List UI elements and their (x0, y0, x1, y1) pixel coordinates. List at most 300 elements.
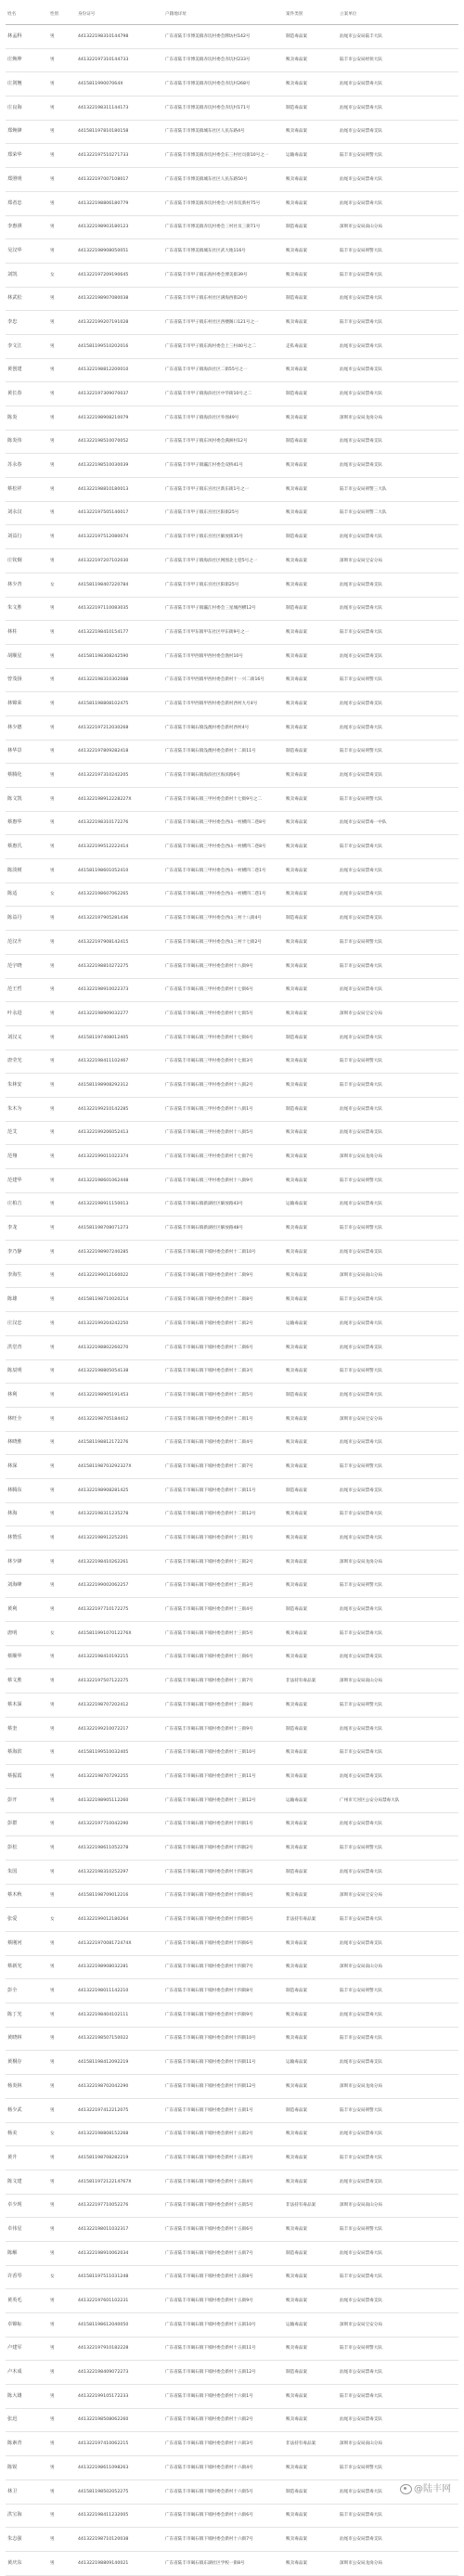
cell-filing-unit: 汕尾市公安局禁毒大队 (338, 1526, 458, 1551)
cell-case-type: 贩卖毒品案 (284, 1622, 338, 1646)
cell-id-number: 441322198011032317 (76, 2218, 163, 2242)
cell-address: 广东省陆丰市碣石镇三甲村委会西山一村横四二巷8号 (163, 811, 284, 835)
cell-id-number: 441322198507150022 (76, 2027, 163, 2051)
cell-gender: 男 (48, 454, 76, 478)
cell-id-number: 441322198907240285 (76, 1241, 163, 1265)
cell-name: 彭松 (6, 1836, 48, 1861)
cell-name: 陈炎 (6, 406, 48, 431)
cell-filing-unit: 陆丰市公安局禁毒大队 (338, 954, 458, 978)
cell-name: 张爱 (6, 1908, 48, 1932)
table-row (6, 1884, 458, 1908)
cell-id-number: 441322198802260270 (76, 1335, 163, 1359)
cell-gender: 男 (48, 1217, 76, 1241)
cell-name: 蔡顺华 (6, 1645, 48, 1669)
cell-gender: 男 (48, 644, 76, 668)
table-row (6, 788, 458, 812)
cell-case-type: 制造毒品案 (284, 215, 338, 239)
cell-filing-unit: 汕尾市公安局禁毒大队 (338, 2361, 458, 2385)
cell-gender: 男 (48, 501, 76, 525)
cell-gender: 女 (48, 2265, 76, 2289)
cell-filing-unit: 汕尾市公安局禁毒大队 (338, 1431, 458, 1455)
cell-case-type: 制造毒品案 (284, 25, 338, 49)
table-row (6, 1526, 458, 1551)
cell-filing-unit: 汕尾市公安局禁毒大队 (338, 382, 458, 406)
cell-name: 陈炎伟 (6, 430, 48, 454)
cell-case-type: 贩卖毒品案 (284, 1288, 338, 1312)
cell-case-type: 贩卖毒品案 (284, 859, 338, 883)
cell-case-type: 贩卖毒品案 (284, 1002, 338, 1026)
cell-filing-unit: 深圳市公安局南山分局 (338, 1669, 458, 1694)
cell-id-number: 441322198611098263 (76, 2456, 163, 2480)
cell-gender: 男 (48, 1121, 76, 1145)
table-row (6, 454, 458, 478)
cell-name: 李海生 (6, 1264, 48, 1288)
cell-gender: 男 (48, 2432, 76, 2456)
table-row (6, 1645, 458, 1669)
cell-gender: 男 (48, 1669, 76, 1694)
cell-filing-unit: 汕尾市公安局禁毒支队 (338, 1932, 458, 1956)
cell-gender: 男 (48, 1478, 76, 1502)
cell-case-type: 非法持有毒品案 (284, 1908, 338, 1932)
table-row (6, 2075, 458, 2099)
cell-gender: 男 (48, 525, 76, 549)
cell-name: 蔡腾化 (6, 764, 48, 788)
table-row (6, 1192, 458, 1217)
cell-case-type: 贩卖毒品案 (284, 931, 338, 955)
table-row (6, 2218, 458, 2242)
cell-name: 胡顺星 (6, 644, 48, 668)
cell-gender: 男 (48, 1598, 76, 1622)
cell-filing-unit: 深圳市公安局宝安分局 (338, 549, 458, 573)
cell-id-number: 441322198908050051 (76, 239, 163, 264)
fugitive-list-table-container (6, 6, 458, 2576)
cell-gender: 男 (48, 1241, 76, 1265)
cell-id-number: 441322198905112260 (76, 1788, 163, 1812)
cell-filing-unit: 汕尾市公安局禁毒大队 (338, 1097, 458, 1121)
cell-filing-unit: 深圳市公安局宝安分局 (338, 1884, 458, 1908)
cell-filing-unit: 汕尾市公安局禁毒大队 (338, 1384, 458, 1408)
table-row (6, 668, 458, 692)
cell-gender: 男 (48, 597, 76, 621)
cell-filing-unit: 陆丰市公安局禁毒大队 (338, 1622, 458, 1646)
cell-id-number: 441322198810272275 (76, 954, 163, 978)
table-row (6, 1622, 458, 1646)
cell-name: 彭群 (6, 1812, 48, 1836)
table-row (6, 48, 458, 72)
cell-case-type: 贩卖毒品案 (284, 2265, 338, 2289)
cell-name: 林海 (6, 1502, 48, 1526)
table-row (6, 215, 458, 239)
cell-address: 广东省陆丰市碣石镇下埔村委会新村十五街8号 (163, 2265, 284, 2289)
cell-address: 广东省陆丰市碣石镇三甲村委会新村十八街1号 (163, 1097, 284, 1121)
cell-id-number: 441581199007064X (76, 72, 163, 97)
cell-id-number: 441322197212030268 (76, 715, 163, 740)
cell-case-type: 制造毒品案 (284, 597, 338, 621)
cell-case-type: 非法持有毒品案 (284, 2432, 338, 2456)
table-row (6, 1478, 458, 1502)
table-row (6, 1598, 458, 1622)
cell-case-type: 制造毒品案 (284, 430, 338, 454)
cell-gender: 男 (48, 1788, 76, 1812)
cell-id-number: 441322198710120038 (76, 2528, 163, 2552)
cell-case-type: 贩卖毒品案 (284, 1502, 338, 1526)
cell-filing-unit: 深圳市公安局龙岗分局 (338, 1145, 458, 1169)
cell-gender: 男 (48, 2170, 76, 2194)
cell-case-type: 贩卖毒品案 (284, 406, 338, 431)
cell-name: 范艾 (6, 1121, 48, 1145)
cell-address: 广东省陆丰市碣石镇下埔村委会新村十五街5号 (163, 2194, 284, 2218)
cell-address: 广东省陆丰市碣石镇下埔村委会新村十四街3号 (163, 1860, 284, 1884)
cell-id-number: 441581198612040050 (76, 2313, 163, 2338)
cell-address: 广东省陆丰市博美镇城东社区人民东路50号 (163, 168, 284, 192)
cell-case-type: 贩卖毒品案 (284, 1955, 338, 1979)
table-row (6, 1932, 458, 1956)
cell-id-number: 441581197212214767X (76, 2170, 163, 2194)
cell-case-type: 贩卖毒品案 (284, 978, 338, 1002)
cell-case-type: 贩卖毒品案 (284, 1526, 338, 1551)
cell-address: 广东省陆丰市碣石镇三甲村委会西山一村横四二巷1号 (163, 882, 284, 907)
cell-filing-unit: 陆丰市公安局刑警大队 (338, 144, 458, 168)
cell-gender: 男 (48, 2313, 76, 2338)
cell-filing-unit: 陆丰市公安局刑警三大队 (338, 478, 458, 502)
cell-filing-unit: 汕尾市公安局禁毒一中队 (338, 811, 458, 835)
table-row (6, 1002, 458, 1026)
cell-filing-unit: 陆丰市公安局禁毒大队 (338, 1741, 458, 1765)
cell-address: 广东省陆丰市碣石镇浅澳村委会新村西村4号 (163, 715, 284, 740)
cell-filing-unit: 陆丰市公安局禁毒大队 (338, 2146, 458, 2170)
cell-id-number: 441322197410062215 (76, 2432, 163, 2456)
table-row (6, 1097, 458, 1121)
cell-id-number: 441322199012180264 (76, 1908, 163, 1932)
cell-case-type: 贩卖毒品案 (284, 1455, 338, 1479)
cell-gender: 男 (48, 1836, 76, 1861)
table-row (6, 1717, 458, 1741)
cell-case-type: 制造毒品案 (284, 382, 338, 406)
cell-name: 庄柏吉 (6, 1192, 48, 1217)
cell-name: 黄利 (6, 1598, 48, 1622)
cell-id-number: 441581197511031248 (76, 2265, 163, 2289)
table-row (6, 2122, 458, 2146)
cell-name: 陈丁光 (6, 2003, 48, 2028)
cell-id-number: 441322197207102030 (76, 549, 163, 573)
cell-filing-unit: 汕尾市公安局禁毒支队 (338, 1335, 458, 1359)
cell-id-number: 441322199512222414 (76, 835, 163, 859)
cell-address: 广东省陆丰市碣石镇三甲村委会新村十七街7号 (163, 1145, 284, 1169)
cell-case-type: 贩卖毒品案 (284, 2528, 338, 2552)
cell-case-type: 贩卖毒品案 (284, 2003, 338, 2028)
cell-gender: 男 (48, 1169, 76, 1193)
cell-name: 蔡奎 (6, 1717, 48, 1741)
cell-case-type: 贩卖毒品案 (284, 1932, 338, 1956)
cell-name: 黄创建 (6, 358, 48, 382)
cell-name: 卓锦标 (6, 2313, 48, 2338)
cell-case-type: 贩卖毒品案 (284, 311, 338, 335)
cell-filing-unit: 深圳市公安局龙岗分局 (338, 406, 458, 431)
cell-filing-unit: 汕尾市公安局禁毒大队 (338, 859, 458, 883)
cell-id-number: 441581198709012216 (76, 1884, 163, 1908)
cell-gender: 男 (48, 978, 76, 1002)
cell-name: 朱文胜 (6, 597, 48, 621)
cell-address: 广东省陆丰市碣石镇下埔村委会新村十二街6号 (163, 1335, 284, 1359)
cell-id-number: 441581198502052275 (76, 2479, 163, 2504)
cell-id-number: 441322198508062260 (76, 2408, 163, 2432)
cell-gender: 男 (48, 621, 76, 645)
cell-gender: 男 (48, 1860, 76, 1884)
cell-filing-unit: 汕尾市公安局陆丰大队 (338, 25, 458, 49)
cell-filing-unit: 汕尾市公安局禁毒支队 (338, 2528, 458, 2552)
cell-address: 广东省陆丰市碣石镇下埔村委会新村十四街2号 (163, 1836, 284, 1861)
table-row (6, 2170, 458, 2194)
cell-filing-unit: 汕尾市公安局禁毒大队 (338, 2003, 458, 2028)
table-row (6, 239, 458, 264)
header-id-number: 身份证号 (76, 6, 163, 25)
cell-id-number: 441322197601102231 (76, 2289, 163, 2313)
cell-address: 广东省陆丰市碣石镇下埔村委会新村十三街8号 (163, 1694, 284, 1718)
cell-name: 林孟科 (6, 25, 48, 49)
cell-case-type: 制造毒品案 (284, 2098, 338, 2122)
cell-case-type: 贩卖毒品案 (284, 573, 338, 597)
cell-gender: 男 (48, 549, 76, 573)
cell-id-number: 441322198410262261 (76, 1551, 163, 1575)
cell-case-type: 贩卖毒品案 (284, 1765, 338, 1789)
cell-address: 广东省陆丰市博美镇赤坑村委会东三村社员街10号之一 (163, 144, 284, 168)
table-row (6, 287, 458, 311)
cell-address: 广东省陆丰市碣石镇下埔村委会新村十五街7号 (163, 2241, 284, 2265)
weibo-logo-icon (400, 2484, 412, 2494)
cell-case-type: 贩卖毒品案 (284, 835, 338, 859)
cell-id-number: 441322198908281425 (76, 1478, 163, 1502)
cell-id-number: 441322197505140017 (76, 501, 163, 525)
cell-gender: 男 (48, 1335, 76, 1359)
cell-id-number: 441581199107012276X (76, 1622, 163, 1646)
cell-filing-unit: 汕尾市公安局禁毒支队 (338, 907, 458, 931)
cell-case-type: 贩卖毒品案 (284, 2551, 338, 2575)
cell-address: 广东省陆丰市碣石镇下埔村委会新村十六街3号 (163, 2432, 284, 2456)
cell-filing-unit: 汕尾市公安局禁毒大队 (338, 525, 458, 549)
cell-name: 黄庆东 (6, 2551, 48, 2575)
cell-case-type: 制造毒品案 (284, 1860, 338, 1884)
cell-filing-unit: 陆丰市公安局刑警大队 (338, 1694, 458, 1718)
cell-name: 卓伟星 (6, 2218, 48, 2242)
cell-filing-unit: 陆丰市公安局禁毒大队 (338, 2027, 458, 2051)
cell-gender: 男 (48, 2146, 76, 2170)
cell-address: 广东省陆丰市博美镇赤坑村委会八村赤坑新村75号 (163, 191, 284, 215)
cell-filing-unit: 汕尾市公安局禁毒大队 (338, 1598, 458, 1622)
cell-address: 广东省陆丰市碣石镇下埔村委会新村十三街4号 (163, 1598, 284, 1622)
cell-name: 林利 (6, 1384, 48, 1408)
cell-address: 广东省陆丰市碣石镇下埔村委会新村十四街9号 (163, 2003, 284, 2028)
cell-address: 广东省陆丰市碣石镇下埔村委会新村十五街2号 (163, 2122, 284, 2146)
cell-case-type: 贩卖毒品案 (284, 1884, 338, 1908)
table-row (6, 358, 458, 382)
cell-filing-unit: 汕尾市公安局禁毒大队 (338, 1192, 458, 1217)
cell-address: 广东省陆丰市甲子镇东村社区满海西街20号 (163, 287, 284, 311)
cell-filing-unit: 陆丰市公安局刑警大队 (338, 1050, 458, 1074)
cell-id-number: 441322198908032281 (76, 1955, 163, 1979)
cell-address: 广东省陆丰市碣石镇三甲村委会西山三村十七街2号 (163, 931, 284, 955)
cell-id-number: 441322198808152268 (76, 2122, 163, 2146)
table-row (6, 907, 458, 931)
cell-id-number: 441322198707202412 (76, 1694, 163, 1718)
cell-name: 刘永汉 (6, 501, 48, 525)
cell-gender: 男 (48, 430, 76, 454)
cell-filing-unit: 广州市天河区公安分局禁毒大队 (338, 1788, 458, 1812)
table-row (6, 1050, 458, 1074)
cell-case-type: 制造毒品案 (284, 1097, 338, 1121)
cell-name: 朱志强 (6, 2528, 48, 2552)
cell-gender: 男 (48, 2098, 76, 2122)
cell-case-type: 贩卖毒品案 (284, 454, 338, 478)
cell-case-type: 贩卖毒品案 (284, 72, 338, 97)
cell-address: 广东省陆丰市碣石镇下埔村委会新村十五街1号 (163, 2098, 284, 2122)
cell-case-type: 贩卖毒品案 (284, 168, 338, 192)
table-row (6, 835, 458, 859)
cell-id-number: 441581198708071273 (76, 1217, 163, 1241)
cell-case-type: 制造毒品案 (284, 1025, 338, 1050)
cell-id-number: 441581199510032405 (76, 1741, 163, 1765)
table-row (6, 1407, 458, 1431)
cell-filing-unit: 陆丰市公安局禁毒大队 (338, 1074, 458, 1098)
cell-gender: 男 (48, 1407, 76, 1431)
cell-filing-unit: 汕尾市公安局禁毒大队 (338, 978, 458, 1002)
cell-gender: 男 (48, 1145, 76, 1169)
cell-gender: 男 (48, 2385, 76, 2409)
cell-id-number: 441322197007108017 (76, 168, 163, 192)
cell-case-type: 贩卖毒品案 (284, 1407, 338, 1431)
cell-filing-unit: 汕尾市公安局禁毒支队 (338, 1121, 458, 1145)
cell-filing-unit: 汕尾市公安局禁毒大队 (338, 2122, 458, 2146)
cell-filing-unit: 汕尾市公安局禁毒大队 (338, 882, 458, 907)
cell-id-number: 441322197710042290 (76, 1812, 163, 1836)
cell-gender: 男 (48, 2027, 76, 2051)
cell-id-number: 441322199011022374 (76, 1145, 163, 1169)
table-row (6, 2051, 458, 2075)
cell-gender: 男 (48, 1551, 76, 1575)
cell-name: 蔡木深 (6, 1694, 48, 1718)
cell-case-type: 制造毒品案 (284, 1979, 338, 2003)
cell-filing-unit: 汕尾市公安局禁毒支队 (338, 2408, 458, 2432)
cell-filing-unit: 陆丰市公安局经侦大队 (338, 48, 458, 72)
cell-address: 广东省陆丰市甲子镇海滨社区二街55号之一 (163, 358, 284, 382)
cell-address: 广东省陆丰市碣石镇下埔村委会新村十六街2号 (163, 2408, 284, 2432)
cell-gender: 男 (48, 1979, 76, 2003)
cell-name: 陈雄 (6, 1288, 48, 1312)
table-row (6, 2361, 458, 2385)
cell-case-type: 贩卖毒品案 (284, 191, 338, 215)
cell-case-type: 贩卖毒品案 (284, 1121, 338, 1145)
cell-id-number: 441322198806180779 (76, 191, 163, 215)
cell-filing-unit: 陆丰市公安局刑警大队 (338, 1574, 458, 1598)
cell-name: 朱国 (6, 1860, 48, 1884)
table-row (6, 2003, 458, 2028)
cell-address: 广东省陆丰市甲子镇海滨社区外围49号 (163, 406, 284, 431)
table-header (6, 6, 458, 25)
table-row (6, 501, 458, 525)
cell-address: 广东省陆丰市碣石镇下埔村委会新村十三街7号 (163, 1669, 284, 1694)
cell-filing-unit: 陆丰市公安局刑警大队 (338, 740, 458, 764)
table-row (6, 764, 458, 788)
cell-case-type: 贩卖毒品案 (284, 1574, 338, 1598)
cell-filing-unit: 陆丰市公安局禁毒大队 (338, 621, 458, 645)
cell-filing-unit: 深圳市公安局南山分局 (338, 2194, 458, 2218)
cell-case-type: 运输毒品案 (284, 1788, 338, 1812)
cell-name: 范王哲 (6, 978, 48, 1002)
table-row (6, 1836, 458, 1861)
cell-address: 广东省陆丰市碣石镇三甲村委会西山三村十八街4号 (163, 907, 284, 931)
cell-name: 范汉升 (6, 931, 48, 955)
cell-name: 林少德 (6, 715, 48, 740)
cell-gender: 男 (48, 2361, 76, 2385)
cell-filing-unit: 汕尾市公安局禁毒大队 (338, 1717, 458, 1741)
cell-gender: 男 (48, 835, 76, 859)
cell-id-number: 441322199002062257 (76, 1574, 163, 1598)
cell-id-number: 441581198908292312 (76, 1074, 163, 1098)
cell-name: 庄钦炯 (6, 549, 48, 573)
cell-gender: 女 (48, 573, 76, 597)
cell-case-type: 非法持有毒品案 (284, 2194, 338, 2218)
table-row (6, 811, 458, 835)
cell-gender: 男 (48, 2551, 76, 2575)
cell-id-number: 441322198809140021 (76, 2551, 163, 2575)
table-row (6, 1431, 458, 1455)
cell-address: 广东省陆丰市碣石镇下埔村委会新村十五街9号 (163, 2289, 284, 2313)
header-case-type: 案件类别 (284, 6, 338, 25)
cell-name: 郑焕锋 (6, 120, 48, 144)
cell-filing-unit: 陆丰市公安局刑警大队 (338, 1217, 458, 1241)
table-row (6, 1169, 458, 1193)
cell-id-number: 441322198812200010 (76, 358, 163, 382)
cell-gender: 女 (48, 263, 76, 287)
cell-filing-unit: 汕尾市公安局禁毒大队 (338, 2479, 458, 2504)
cell-case-type: 贩卖毒品案 (284, 764, 338, 788)
cell-filing-unit: 陆丰市公安局禁毒大队 (338, 263, 458, 287)
cell-address: 广东省陆丰市甲子镇瀛江村委会三星城西横12号 (163, 597, 284, 621)
cell-name: 黄晓林 (6, 2027, 48, 2051)
cell-id-number: 441322198601062448 (76, 1169, 163, 1193)
cell-address: 广东省陆丰市碣石镇下埔村委会新村十四街7号 (163, 1955, 284, 1979)
cell-address: 广东省陆丰市碣石镇三甲村委会新村十七街3号 (163, 1050, 284, 1074)
table-row (6, 978, 458, 1002)
table-row (6, 1551, 458, 1575)
table-row (6, 1908, 458, 1932)
cell-gender: 男 (48, 715, 76, 740)
cell-name: 郑照明 (6, 168, 48, 192)
cell-name: 吴汉华 (6, 239, 48, 264)
cell-address: 广东省陆丰市甲子镇东宫社区新东街1号之一 (163, 478, 284, 502)
cell-name: 李忠 (6, 311, 48, 335)
cell-name: 陈益丹 (6, 907, 48, 931)
cell-filing-unit: 陆丰市公安局刑警大队 (338, 2098, 458, 2122)
cell-address: 广东省陆丰市碣石镇三甲村委会新村十八街5号 (163, 1121, 284, 1145)
cell-case-type: 贩卖毒品案 (284, 811, 338, 835)
cell-case-type: 制造毒品案 (284, 740, 338, 764)
cell-address: 广东省陆丰市碣石镇下埔村委会新村十三街5号 (163, 1622, 284, 1646)
table-row (6, 1502, 458, 1526)
cell-gender: 男 (48, 2003, 76, 2028)
cell-id-number: 441581197408012405 (76, 1025, 163, 1050)
cell-gender: 男 (48, 478, 76, 502)
table-row (6, 2241, 458, 2265)
cell-name: 郑者忠 (6, 191, 48, 215)
cell-filing-unit: 汕尾市公安局禁毒大队 (338, 1025, 458, 1050)
cell-gender: 男 (48, 1765, 76, 1789)
cell-address: 广东省陆丰市碣石镇下埔村委会新村十五街12号 (163, 2361, 284, 2385)
cell-gender: 男 (48, 2528, 76, 2552)
cell-filing-unit: 深圳市公安局南山分局 (338, 2432, 458, 2456)
cell-case-type: 制造毒品案 (284, 287, 338, 311)
cell-address: 广东省陆丰市碣石镇东湖社区学校一街8号 (163, 2551, 284, 2575)
cell-case-type: 运输毒品案 (284, 144, 338, 168)
